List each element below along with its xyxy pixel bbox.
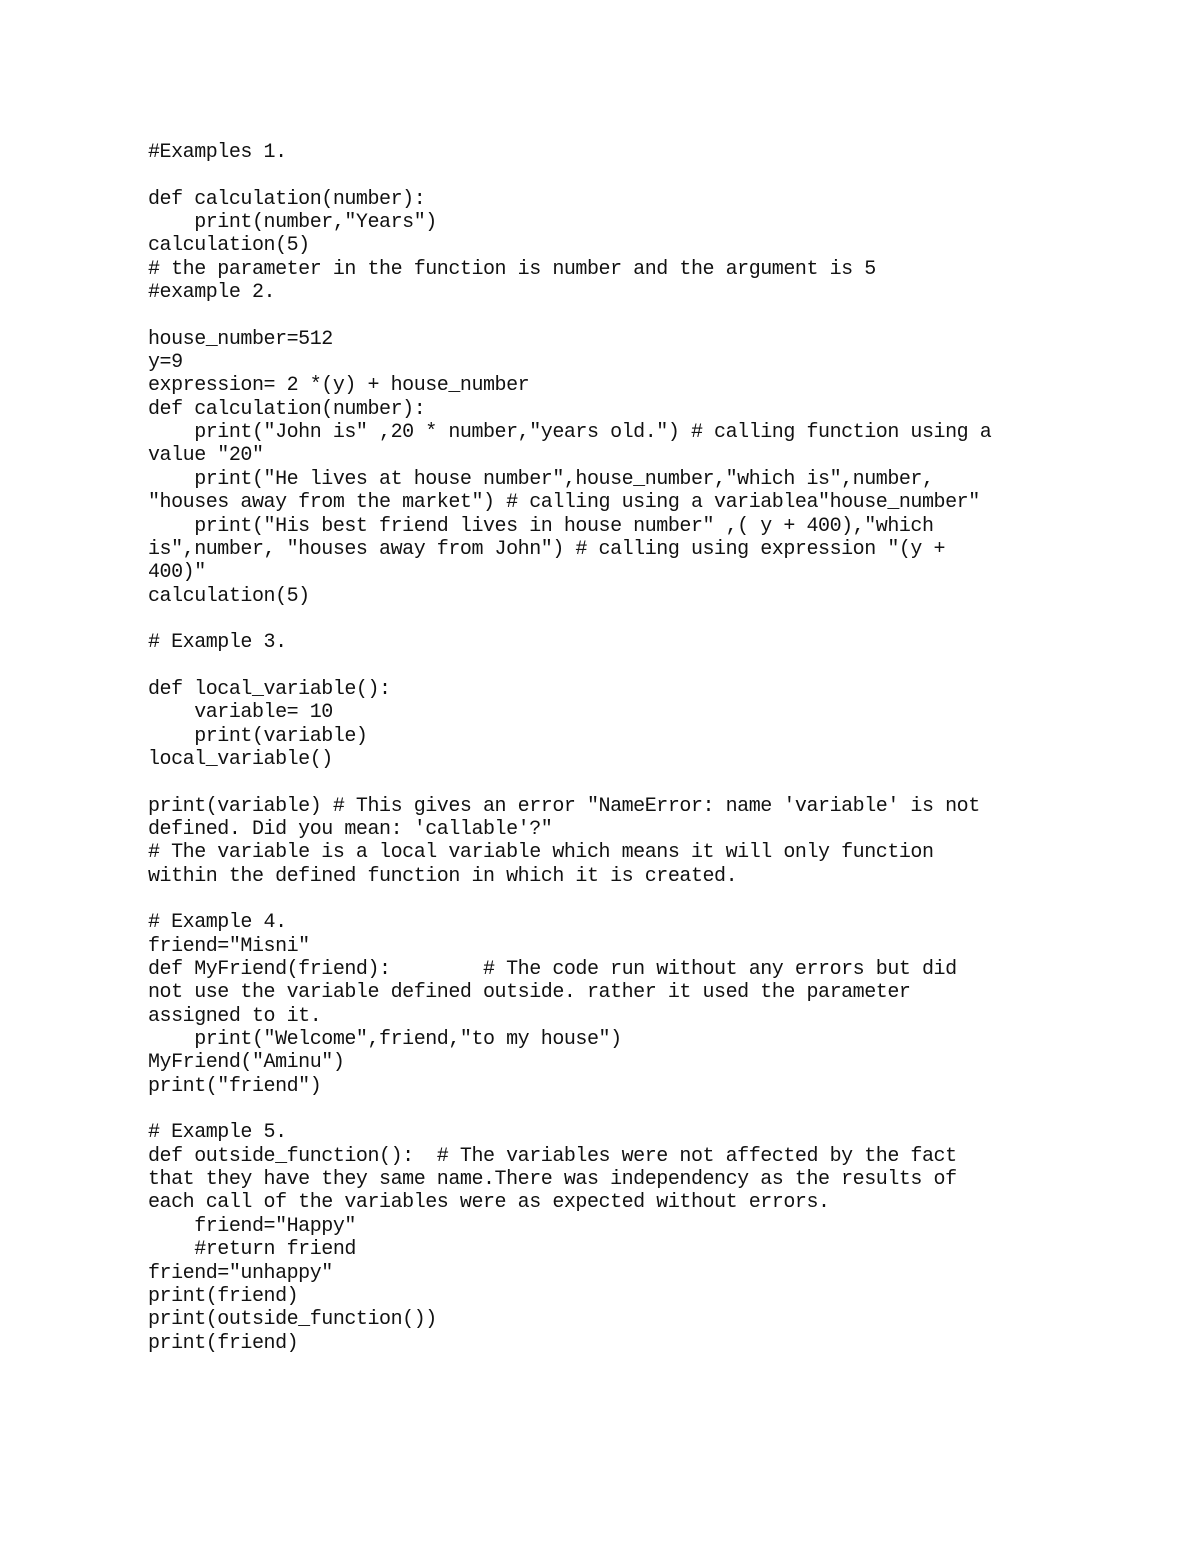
code-line: # Example 3. xyxy=(148,631,287,655)
code-line: house_number=512 xyxy=(148,327,333,351)
code-line: def outside_function(): # The variables were not affected by the fact xyxy=(148,1144,957,1168)
code-line: # the parameter in the function is number and the argument is 5 xyxy=(148,257,876,281)
code-line: friend="unhappy" xyxy=(148,1261,333,1285)
code-line: local_variable() xyxy=(148,747,333,771)
code-line: print("John is" ,20 * number,"years old.") # calling function using a xyxy=(148,421,992,445)
code-line: # Example 5. xyxy=(148,1121,287,1145)
code-line: friend="Misni" xyxy=(148,934,310,958)
code-line: print(variable) xyxy=(148,724,368,748)
code-line xyxy=(148,771,1148,794)
code-line: print("His best friend lives in house number" ,( y + 400),"which xyxy=(148,514,934,538)
code-line: print(outside_function()) xyxy=(148,1308,437,1332)
code-line: #Examples 1. xyxy=(148,141,287,164)
code-line: def local_variable(): xyxy=(148,677,391,701)
code-line: #return friend xyxy=(148,1238,356,1262)
code-line xyxy=(148,888,1148,911)
code-line: "houses away from the market") # calling using a variablea"house_number" xyxy=(148,491,980,515)
code-line: within the defined function in which it is created. xyxy=(148,864,738,888)
code-line xyxy=(148,304,1148,327)
code-line: print(friend) xyxy=(148,1284,299,1308)
code-line: variable= 10 xyxy=(148,701,333,725)
code-line xyxy=(148,608,1148,631)
code-line: assigned to it. xyxy=(148,1004,322,1028)
code-line: print("He lives at house number",house_number,"which is",number, xyxy=(148,467,934,491)
code-line: def MyFriend(friend): # The code run without any errors but did xyxy=(148,958,957,982)
code-line xyxy=(148,1098,1148,1121)
code-line: # The variable is a local variable which means it will only function xyxy=(148,841,934,865)
code-line: # Example 4. xyxy=(148,911,287,935)
code-line: calculation(5) xyxy=(148,234,310,258)
code-line: calculation(5) xyxy=(148,584,310,608)
code-line: value "20" xyxy=(148,444,264,468)
code-line: print("friend") xyxy=(148,1074,322,1098)
code-line xyxy=(148,655,1148,678)
code-line: MyFriend("Aminu") xyxy=(148,1051,345,1075)
code-line: print(number,"Years") xyxy=(148,211,437,235)
code-line xyxy=(148,164,1148,187)
code-line: print(friend) xyxy=(148,1331,299,1355)
code-line: y=9 xyxy=(148,351,183,375)
code-line: defined. Did you mean: 'callable'?" xyxy=(148,817,553,841)
code-line: is",number, "houses away from John") # calling using expression "(y + xyxy=(148,537,946,561)
code-line: expression= 2 *(y) + house_number xyxy=(148,374,530,398)
code-listing xyxy=(148,141,1148,1355)
code-line: #example 2. xyxy=(148,281,276,305)
code-line: print("Welcome",friend,"to my house") xyxy=(148,1028,622,1052)
code-line: each call of the variables were as expected without errors. xyxy=(148,1191,830,1215)
code-line: that they have they same name.There was independency as the results of xyxy=(148,1168,957,1192)
code-line: def calculation(number): xyxy=(148,397,426,421)
code-line: def calculation(number): xyxy=(148,187,426,211)
code-line: friend="Happy" xyxy=(148,1214,356,1238)
code-line: not use the variable defined outside. rather it used the parameter xyxy=(148,981,911,1005)
code-line: 400)" xyxy=(148,561,206,585)
code-line: print(variable) # This gives an error "NameError: name 'variable' is not xyxy=(148,794,980,818)
